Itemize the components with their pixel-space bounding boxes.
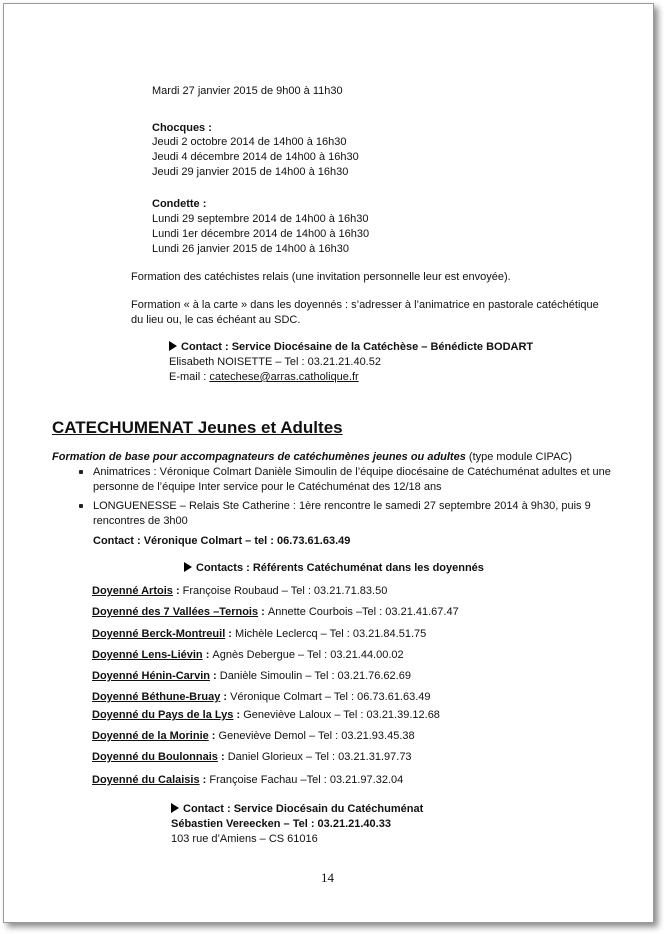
animatrices-line1: Animatrices : Véronique Colmart Danièle Simoulin de l’équipe diocésaine de Catéchuménat adultes et une <box>93 466 611 478</box>
doyenne-contact: Françoise Roubaud – Tel : 03.21.71.83.50 <box>182 585 388 597</box>
doyenne-contact: Françoise Fachau –Tel : 03.21.97.32.04 <box>209 774 404 786</box>
doyenne-contact: Véronique Colmart – Tel : 06.73.61.63.49 <box>230 691 431 703</box>
carte-text-line2: du lieu ou, le cas échéant au SDC. <box>131 314 301 326</box>
doyenne-name: Doyenné Artois <box>92 585 173 597</box>
doyenne-contact: Geneviève Laloux – Tel : 03.21.39.12.68 <box>243 709 440 721</box>
condette-date: Lundi 1er décembre 2014 de 14h00 à 16h30 <box>152 228 370 240</box>
doyenne-contact: Michèle Leclercq – Tel : 03.21.84.51.75 <box>235 628 427 640</box>
email-link[interactable]: catechese@arras.catholique.fr <box>209 371 359 383</box>
doyenne-row: Doyenné Artois : Françoise Roubaud – Tel : 03.21.71.83.50 <box>92 585 388 597</box>
doyenne-row: Doyenné de la Morinie : Geneviève Demol – Tel : 03.21.93.45.38 <box>92 730 415 742</box>
condette-title: Condette : <box>152 198 207 210</box>
email-label: E-mail : <box>169 371 210 383</box>
doyenne-name: Doyenné des 7 Vallées –Ternois <box>92 606 259 618</box>
doyenne-name: Doyenné du Calaisis <box>92 774 200 786</box>
condette-date: Lundi 29 septembre 2014 de 14h00 à 16h30 <box>152 213 369 225</box>
doyenne-contact: Daniel Glorieux – Tel : 03.21.31.97.73 <box>227 751 412 763</box>
service-address: 103 rue d’Amiens – CS 61016 <box>171 833 318 845</box>
doyenne-row: Doyenné Lens-Liévin : Agnès Debergue – Tel : 03.21.44.00.02 <box>92 649 404 661</box>
formation-line <box>52 450 572 464</box>
doyenne-name: Doyenné Lens-Liévin <box>92 649 203 661</box>
catechese-contact-person: Elisabeth NOISETTE – Tel : 03.21.21.40.52 <box>169 356 381 368</box>
page-number: 14 <box>321 870 334 885</box>
formation-title: Formation de base pour accompagnateurs de catéchumènes jeunes ou adultes <box>52 451 466 463</box>
doyenne-row: Doyenné Béthune-Bruay : Véronique Colmart – Tel : 06.73.61.63.49 <box>92 691 431 703</box>
arrow-right-icon <box>184 562 192 572</box>
doyenne-contact: Geneviève Demol – Tel : 03.21.93.45.38 <box>218 730 415 742</box>
service-phone: 03.21.21.40.33 <box>317 818 391 830</box>
condette-date: Lundi 26 janvier 2015 de 14h00 à 16h30 <box>152 243 349 255</box>
doyenne-name: Doyenné du Pays de la Lys <box>92 709 234 721</box>
catechese-contact-title <box>169 340 533 354</box>
service-contact-person: Sébastien Vereecken – Tel : 03.21.21.40.33 <box>171 818 391 830</box>
doyenne-contact: Annette Courbois –Tel : 03.21.41.67.47 <box>267 606 459 618</box>
doyenne-contact: Danièle Simoulin – Tel : 03.21.76.62.69 <box>219 670 411 682</box>
longuenesse-line1: LONGUENESSE – Relais Ste Catherine : 1ère rencontre le samedi 27 septembre 2014 à 9h30, puis 9 <box>93 500 591 512</box>
doyenne-name: Doyenné Berck-Montreuil <box>92 628 226 640</box>
bullet-icon <box>79 504 83 508</box>
chocques-title: Chocques : <box>152 122 212 134</box>
doyenne-row: Doyenné Hénin-Carvin : Danièle Simoulin – Tel : 03.21.76.62.69 <box>92 670 411 682</box>
chocques-date: Jeudi 4 décembre 2014 de 14h00 à 16h30 <box>152 151 359 163</box>
doyenne-name: Doyenné de la Morinie <box>92 730 209 742</box>
relais-text: Formation des catéchistes relais (une invitation personnelle leur est envoyée). <box>131 271 511 283</box>
animatrices-line2: personne de l’équipe Inter service pour le Catéchuménat des 12/18 ans <box>93 481 442 493</box>
doyenne-contact: Agnès Debergue – Tel : 03.21.44.00.02 <box>212 649 404 661</box>
document-page <box>3 3 654 923</box>
doyenne-row: Doyenné du Calaisis : Françoise Fachau –Tel : 03.21.97.32.04 <box>92 774 404 786</box>
bullet-icon <box>79 470 83 474</box>
carte-text-line1: Formation « à la carte » dans les doyennés : s’adresser à l’animatrice en pastorale catéchétique <box>131 299 599 311</box>
catechese-contact-label: Contact : Service Diocésaine de la Catéchèse – Bénédicte BODART <box>181 341 534 353</box>
referents-title <box>184 561 484 575</box>
referents-label: Contacts : Référents Catéchuménat dans les doyennés <box>196 562 484 574</box>
doyenne-row: Doyenné Berck-Montreuil : Michèle Leclercq – Tel : 03.21.84.51.75 <box>92 628 427 640</box>
chocques-date: Jeudi 2 octobre 2014 de 14h00 à 16h30 <box>152 136 347 148</box>
doyenne-name: Doyenné Béthune-Bruay <box>92 691 221 703</box>
doyenne-row: Doyenné des 7 Vallées –Ternois : Annette Courbois –Tel : 03.21.41.67.47 <box>92 606 459 618</box>
arrow-right-icon <box>171 803 179 813</box>
doyenne-row: Doyenné du Boulonnais : Daniel Glorieux – Tel : 03.21.31.97.73 <box>92 751 412 763</box>
contact-veronique: Contact : Véronique Colmart – tel : 06.73.61.63.49 <box>93 535 351 547</box>
chocques-date: Jeudi 29 janvier 2015 de 14h00 à 16h30 <box>152 166 349 178</box>
service-contact-label: Contact : Service Diocésain du Catéchuménat <box>183 803 424 815</box>
doyenne-name: Doyenné du Boulonnais <box>92 751 218 763</box>
catechese-email-line <box>169 370 359 384</box>
section-heading: CATECHUMENAT Jeunes et Adultes <box>52 418 343 437</box>
doyenne-name: Doyenné Hénin-Carvin <box>92 670 210 682</box>
arrow-right-icon <box>169 341 177 351</box>
longuenesse-line2: rencontres de 3h00 <box>93 515 188 527</box>
service-contact-title <box>171 802 423 816</box>
doyenne-row: Doyenné du Pays de la Lys : Geneviève Laloux – Tel : 03.21.39.12.68 <box>92 709 440 721</box>
formation-suffix: (type module CIPAC) <box>465 451 573 463</box>
mardi-date: Mardi 27 janvier 2015 de 9h00 à 11h30 <box>152 85 343 97</box>
